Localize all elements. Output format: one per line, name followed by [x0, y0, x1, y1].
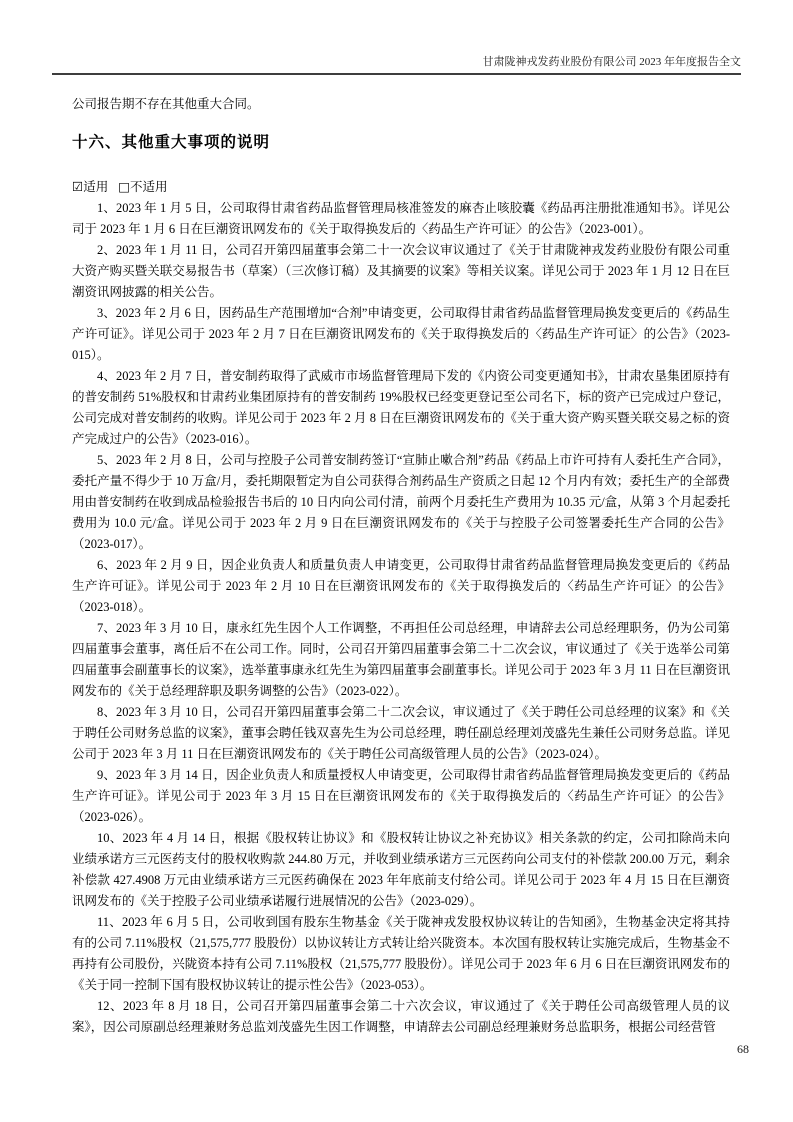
- applicability-row: [72, 176, 730, 198]
- event-paragraph-1: 1、2023 年 1 月 5 日，公司取得甘肃省药品监督管理局核准签发的麻杏止咳胶囊《药品再注册批准通知书》。详见公司于 2023 年 1 月 6 日在巨潮资讯网发布的《关于取得换发后的〈药品生产许可证〉的公告》（2023-001）。: [72, 201, 730, 236]
- event-paragraph-9: 9、2023 年 3 月 14 日，因企业负责人和质量授权人申请变更，公司取得甘肃省药品监督管理局换发变更后的《药品生产许可证》。详见公司于 2023 年 3 月 15 日在巨潮资讯网发布的《关于取得换发后的〈药品生产许可证〉的公告》（2023-026）。: [72, 768, 730, 824]
- event-paragraph-5: 5、2023 年 2 月 8 日，公司与控股子公司普安制药签订“宣肺止嗽合剂”药品《药品上市许可持有人委托生产合同》，委托产量不得少于 10 万盒/月，委托期限暂定为自公司获得合剂药品生产资质之日起 12 个月内有效；委托生产的全部费用由普安制药在收到成品检验报告书后的 10 日内向公司付清，前两个月委托生产费用为 10.35 元/盒，从第 3 个月起委托费用为 10.0 元/盒。详见公司于 2023 年 2 月 9 日在巨潮资讯网发布的《关于与控股子公司签署委托生产合同的公告》（2023-017）。: [72, 453, 730, 551]
- event-paragraph-4: 4、2023 年 2 月 7 日，普安制药取得了武威市市场监督管理局下发的《内资公司变更通知书》，甘肃农垦集团原持有的普安制药 51%股权和甘肃药业集团原持有的普安制药 19%股权已经变更登记至公司名下，标的资产已完成过户登记，公司完成对普安制药的收购。详见公司于 2023 年 2 月 8 日在巨潮资讯网发布的《关于重大资产购买暨关联交易之标的资产完成过户的公告》（2023-016）。: [72, 369, 730, 446]
- report-header-title: 甘肃陇神戎发药业股份有限公司 2023 年年度报告全文: [482, 56, 741, 68]
- applicable-label: 适用: [83, 180, 109, 194]
- intro-paragraph: 公司报告期不存在其他重大合同。: [72, 97, 260, 111]
- page-number: 68: [737, 1042, 749, 1056]
- event-paragraph-12: 12、2023 年 8 月 18 日，公司召开第四届董事会第二十六次会议，审议通过了《关于聘任公司高级管理人员的议案》，因公司原副总经理兼财务总监刘茂盛先生因工作调整，申请辞去公司副总经理兼财务总监职务，根据公司经营管: [72, 999, 730, 1034]
- checkbox-unchecked-icon: □: [118, 179, 131, 194]
- event-paragraph-7: 7、2023 年 3 月 10 日，康永红先生因个人工作调整，不再担任公司总经理，申请辞去公司总经理职务，仍为公司第四届董事会董事，离任后不在公司工作。同时，公司召开第四届董事会第二十二次会议，审议通过了《关于选举公司第四届董事会副董事长的议案》，选举董事康永红先生为第四届董事会副董事长。详见公司于 2023 年 3 月 11 日在巨潮资讯网发布的《关于总经理辞职及职务调整的公告》（2023-022）。: [72, 621, 730, 698]
- event-paragraph-2: 2、2023 年 1 月 11 日，公司召开第四届董事会第二十一次会议审议通过了《关于甘肃陇神戎发药业股份有限公司重大资产购买暨关联交易报告书（草案）（三次修订稿）及其摘要的议案》等相关议案。详见公司于 2023 年 1 月 12 日在巨潮资讯网披露的相关公告。: [72, 243, 730, 299]
- applicable-option: [72, 180, 108, 194]
- page-content: [72, 94, 730, 1038]
- event-paragraph-6: 6、2023 年 2 月 9 日，因企业负责人和质量负责人申请变更，公司取得甘肃省药品监督管理局换发变更后的《药品生产许可证》。详见公司于 2023 年 2 月 10 日在巨潮资讯网发布的《关于取得换发后的〈药品生产许可证〉的公告》（2023-018）。: [72, 558, 730, 614]
- event-paragraph-11: 11、2023 年 6 月 5 日，公司收到国有股东生物基金《关于陇神戎发股权协议转让的告知函》，生物基金决定将其持有的公司 7.11%股权（21,575,777 股股份）以协议转让方式转让给兴陇资本。本次国有股权转让实施完成后，生物基金不再持有公司股份，兴陇资本持有公司 7.11%股权（21,575,777 股股份）。详见公司于 2023 年 6 月 6 日在巨潮资讯网发布的《关于同一控制下国有股权协议转让的提示性公告》（2023-053）。: [72, 915, 730, 992]
- page-header: [52, 0, 741, 75]
- event-paragraph-10: 10、2023 年 4 月 14 日，根据《股权转让协议》和《股权转让协议之补充协议》相关条款的约定，公司扣除尚未向业绩承诺方三元医药支付的股权收购款 244.80 万元，并收到业绩承诺方三元医药向公司支付的补偿款 200.00 万元，剩余补偿款 427.4908 万元由业绩承诺方三元医药确保在 2023 年年底前支付给公司。详见公司于 2023 年 4 月 15 日在巨潮资讯网发布的《关于控股子公司业绩承诺履行进展情况的公告》（2023-029）。: [72, 831, 730, 908]
- not-applicable-option: [118, 180, 167, 194]
- event-paragraph-3: 3、2023 年 2 月 6 日，因药品生产范围增加“合剂”申请变更，公司取得甘肃省药品监督管理局换发变更后的《药品生产许可证》。详见公司于 2023 年 2 月 7 日在巨潮资讯网发布的《关于取得换发后的〈药品生产许可证〉的公告》（2023-015）。: [72, 306, 730, 362]
- event-paragraph-8: 8、2023 年 3 月 10 日，公司召开第四届董事会第二十二次会议，审议通过了《关于聘任公司总经理的议案》和《关于聘任公司财务总监的议案》，董事会聘任钱双喜先生为公司总经理，聘任副总经理刘茂盛先生兼任公司财务总监。详见公司于 2023 年 3 月 11 日在巨潮资讯网发布的《关于聘任公司高级管理人员的公告》（2023-024）。: [72, 705, 730, 761]
- not-applicable-label: 不适用: [130, 180, 168, 194]
- checkbox-checked-icon: ☑: [72, 179, 84, 194]
- section-title: 十六、其他重大事项的说明: [72, 134, 271, 151]
